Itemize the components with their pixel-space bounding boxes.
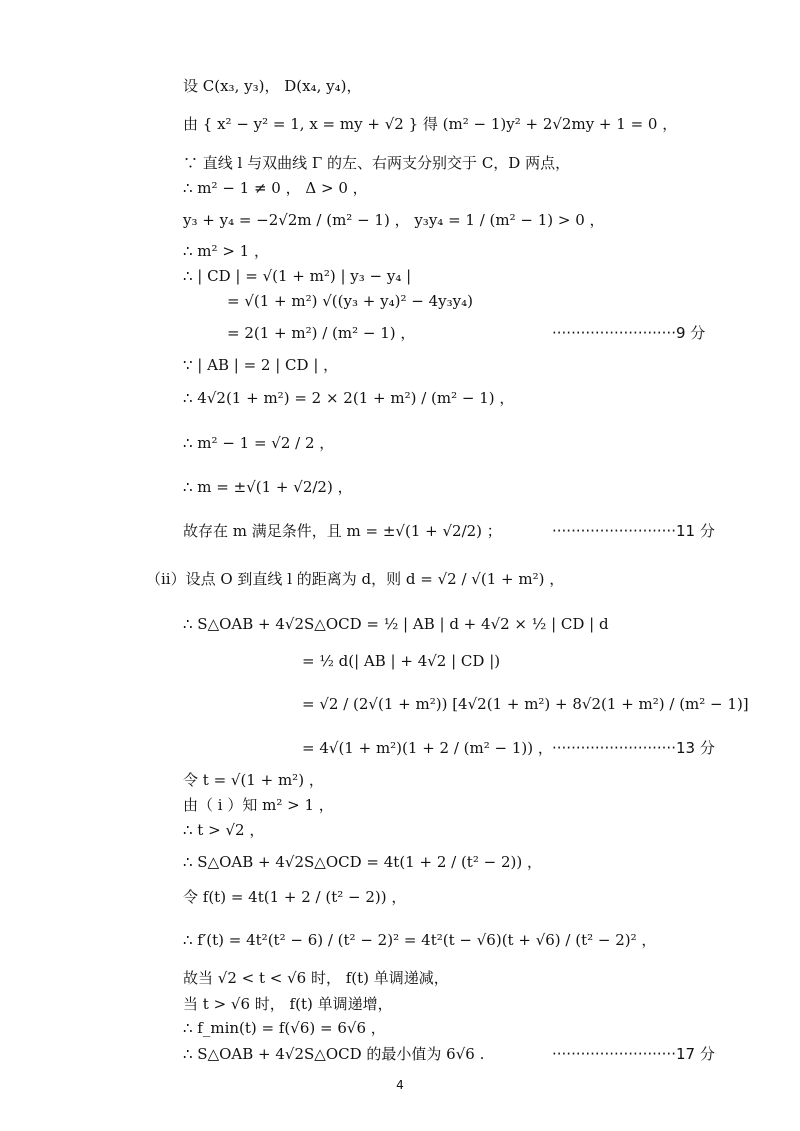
- line-f-def: 令 f(t) = 4t(1 + 2 / (t² − 2)) ，: [183, 888, 407, 906]
- line-decreasing: 故当 √2 < t < √6 时， f(t) 单调递减，: [183, 969, 449, 987]
- line-derivative: ∴ f′(t) = 4t²(t² − 6) / (t² − 2)² = 4t²(t − √6)(t + √6) / (t² − 2)² ，: [183, 931, 657, 949]
- line-area-2: = ½ d(| AB | + 4√2 | CD |): [302, 652, 501, 670]
- line-define-points: 设 C(x₃, y₃)， D(x₄, y₄)，: [183, 77, 362, 95]
- line-cd-2: = √(1 + m²) √((y₃ + y₄)² − 4y₃y₄): [227, 292, 473, 310]
- line-t-range: ∴ t > √2 ，: [183, 821, 265, 839]
- line-conclusion-i: 故存在 m 满足条件，且 m = ±√(1 + √2/2) ；: [183, 522, 502, 540]
- line-area-1: ∴ S△OAB + 4√2S△OCD = ½ | AB | d + 4√2 × ½ | CD | d: [183, 615, 609, 633]
- line-area-4: = 4√(1 + m²)(1 + 2 / (m² − 1)) ，: [302, 739, 553, 757]
- line-area-t: ∴ S△OAB + 4√2S△OCD = 4t(1 + 2 / (t² − 2)) ，: [183, 853, 542, 871]
- line-f-min: ∴ f_min(t) = f(√6) = 6√6 ，: [183, 1019, 386, 1037]
- line-m-minus: ∴ m² − 1 = √2 / 2 ，: [183, 434, 335, 452]
- score-9: ··························9 分: [552, 324, 706, 342]
- page-number: 4: [396, 1078, 404, 1092]
- line-ab-cd: ∵ | AB | = 2 | CD | ，: [183, 356, 339, 374]
- line-area-3: = √2 / (2√(1 + m²)) [4√2(1 + m²) + 8√2(1 + m²) / (m² − 1)]: [302, 695, 749, 713]
- line-from-i: 由（ i ）知 m² > 1 ，: [183, 796, 334, 814]
- score-13: ··························13 分: [552, 739, 715, 757]
- line-part-ii: （ii）设点 O 到直线 l 的距离为 d，则 d = √2 / √(1 + m²) ，: [146, 570, 565, 588]
- line-m-square: ∴ m² > 1 ，: [183, 242, 269, 260]
- line-vieta: y₃ + y₄ = −2√2m / (m² − 1) ， y₃y₄ = 1 / (m² − 1) > 0 ，: [183, 211, 605, 229]
- line-final-answer: ∴ S△OAB + 4√2S△OCD 的最小值为 6√6 .: [183, 1045, 485, 1063]
- score-11: ··························11 分: [552, 522, 715, 540]
- line-increasing: 当 t > √6 时， f(t) 单调递增，: [183, 995, 393, 1013]
- score-17: ··························17 分: [552, 1045, 715, 1063]
- line-intersect: ∵ 直线 l 与双曲线 Γ 的左、右两支分别交于 C，D 两点，: [183, 154, 571, 172]
- line-m-value: ∴ m = ±√(1 + √2/2) ，: [183, 478, 353, 496]
- line-let-t: 令 t = √(1 + m²) ，: [183, 771, 324, 789]
- line-cd-3: = 2(1 + m²) / (m² − 1) ，: [227, 324, 416, 342]
- line-cd-1: ∴ | CD | = √(1 + m²) | y₃ − y₄ |: [183, 267, 412, 285]
- line-system: 由 { x² − y² = 1, x = my + √2 } 得 (m² − 1)y² + 2√2my + 1 = 0 ，: [183, 115, 678, 133]
- line-equation: ∴ 4√2(1 + m²) = 2 × 2(1 + m²) / (m² − 1) ，: [183, 389, 515, 407]
- line-condition: ∴ m² − 1 ≠ 0 ， Δ > 0 ，: [183, 179, 368, 197]
